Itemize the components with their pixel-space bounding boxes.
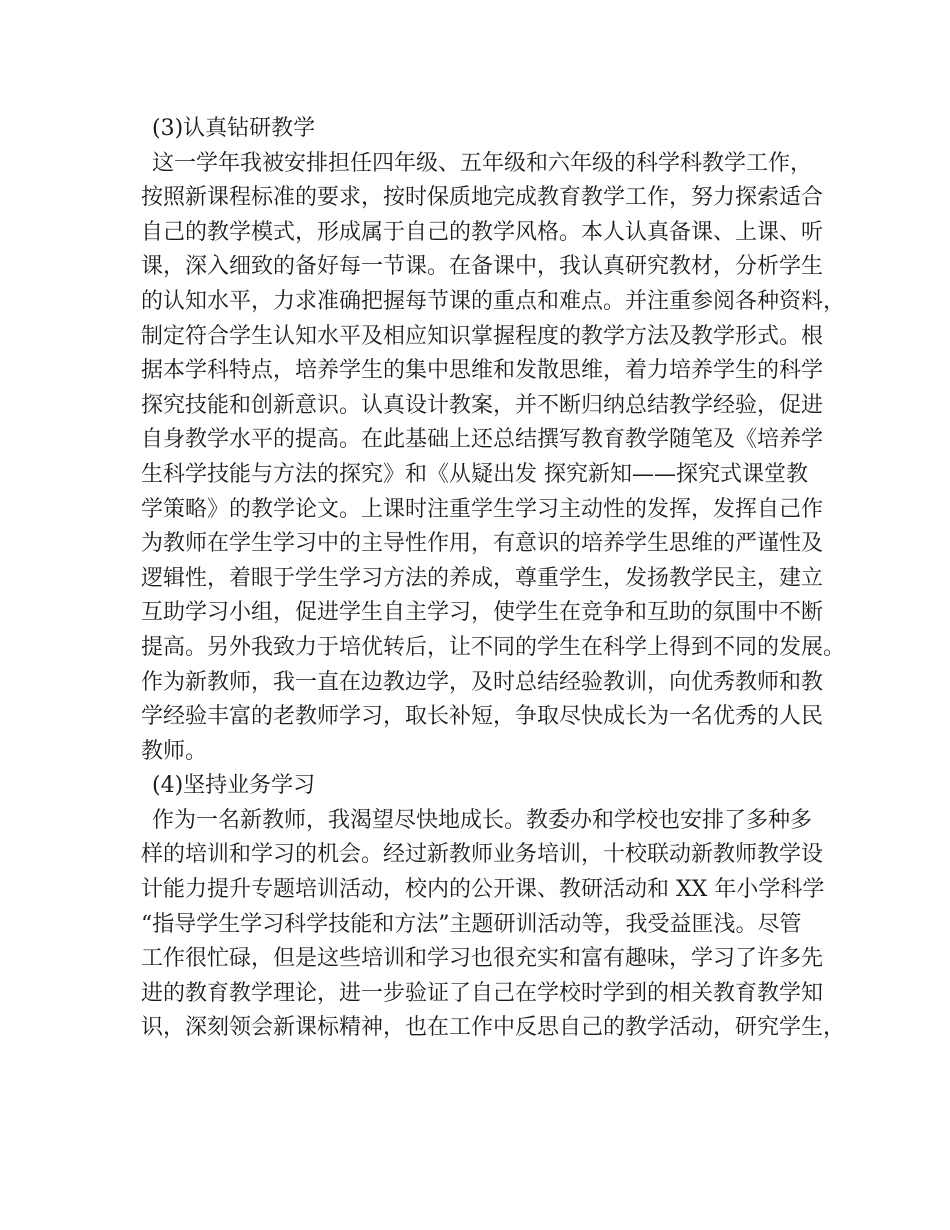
paragraph-line: 探究技能和创新意识。认真设计教案，并不断归纳总结教学经验，促进 — [141, 392, 824, 418]
paragraph-line: 样的培训和学习的机会。经过新教师业务培训，十校联动新教师教学设 — [141, 842, 824, 868]
paragraph-line: 课，深入细致的备好每一节课。在备课中，我认真研究教材，分析学生 — [141, 254, 824, 280]
paragraph-line: 教师。 — [141, 738, 208, 764]
paragraph-line: 据本学科特点，培养学生的集中思维和发散思维，着力培养学生的科学 — [141, 358, 824, 384]
paragraph-line: 学经验丰富的老教师学习，取长补短，争取尽快成长为一名优秀的人民 — [141, 704, 824, 730]
paragraph-line: 自己的教学模式，形成属于自己的教学风格。本人认真备课、上课、听 — [141, 219, 824, 245]
paragraph-line: 制定符合学生认知水平及相应知识掌握程度的教学方法及教学形式。根 — [141, 323, 824, 349]
paragraph-line: 逻辑性，着眼于学生学习方法的养成，尊重学生，发扬教学民主，建立 — [141, 565, 824, 591]
paragraph-line: 自身教学水平的提高。在此基础上还总结撰写教育教学随笔及《培养学 — [141, 427, 824, 453]
paragraph-line: 按照新课程标准的要求，按时保质地完成教育教学工作，努力探索适合 — [141, 185, 824, 211]
paragraph-line: 工作很忙碌，但是这些培训和学习也很充实和富有趣味，学习了许多先 — [141, 946, 824, 972]
paragraph-line: “指导学生学习科学技能和方法”主题研训活动等，我受益匪浅。尽管 — [141, 911, 802, 937]
paragraph-line: 计能力提升专题培训活动，校内的公开课、教研活动和 XX 年小学科学 — [141, 877, 825, 903]
paragraph-line: 学策略》的教学论文。上课时注重学生学习主动性的发挥，发挥自己作 — [141, 496, 824, 522]
paragraph-line: 提高。另外我致力于培优转后，让不同的学生在科学上得到不同的发展。 — [141, 634, 846, 660]
document-body — [141, 112, 846, 1046]
paragraph-line: 为教师在学生学习中的主导性作用，有意识的培养学生思维的严谨性及 — [141, 531, 824, 557]
paragraph-line: 这一学年我被安排担任四年级、五年级和六年级的科学科教学工作， — [152, 150, 813, 176]
paragraph-line: 互助学习小组，促进学生自主学习，使学生在竞争和互助的氛围中不断 — [141, 600, 824, 626]
section-heading-3: (3)认真钻研教学 — [152, 116, 316, 141]
paragraph-line: 进的教育教学理论，进一步验证了自己在学校时学到的相关教育教学知 — [141, 980, 824, 1006]
paragraph-line: 作为一名新教师，我渴望尽快地成长。教委办和学校也安排了多种多 — [152, 807, 813, 833]
paragraph-line: 识，深刻领会新课标精神，也在工作中反思自己的教学活动，研究学生， — [141, 1015, 846, 1041]
paragraph-line: 的认知水平，力求准确把握每节课的重点和难点。并注重参阅各种资料， — [141, 288, 846, 314]
section-heading-4: (4)坚持业务学习 — [152, 773, 316, 799]
paragraph-line: 作为新教师，我一直在边教边学，及时总结经验教训，向优秀教师和教 — [141, 669, 824, 695]
paragraph-line: 生科学技能与方法的探究》和《从疑出发 探究新知——探究式课堂教 — [141, 461, 808, 487]
